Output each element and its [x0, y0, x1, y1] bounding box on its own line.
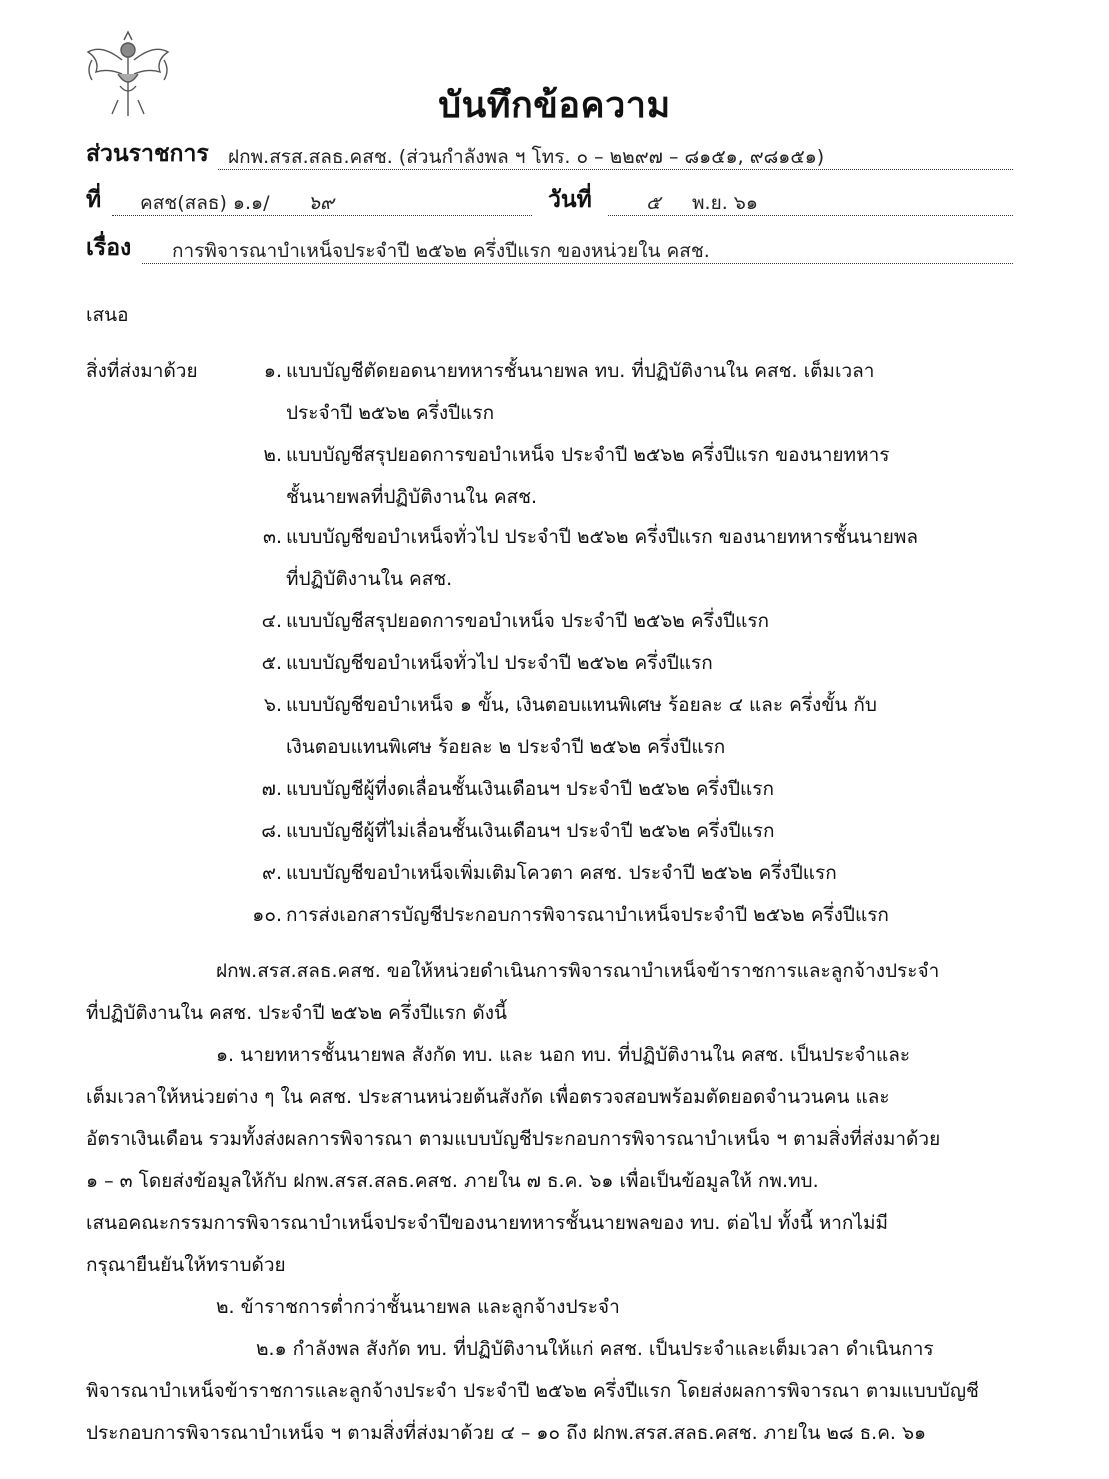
ref-handwritten-number: ๖๙ — [308, 192, 334, 214]
body-item1-line: อัตราเงินเดือน รวมทั้งส่งผลการพิจารณา ตามแบบบัญชีประกอบการพิจารณาบำเหน็จ ฯ ตามสิ่งที่ส่งมาด้วย — [86, 1128, 941, 1150]
body-item1-line: กรุณายืนยันให้ทราบด้วย — [86, 1254, 286, 1276]
date-value: พ.ย. ๖๑ — [692, 192, 758, 214]
attachment-text-cont: ที่ปฏิบัติงานใน คสช. — [286, 568, 453, 590]
subject-row — [86, 232, 1016, 270]
salutation: เสนอ — [86, 304, 129, 326]
attachment-text-cont: ประจำปี ๒๕๖๒ ครึ่งปีแรก — [286, 402, 495, 424]
attachment-number: ๒. — [263, 444, 282, 466]
attachment-text-cont: ชั้นนายพลที่ปฏิบัติงานใน คสช. — [286, 486, 538, 508]
attachment-number: ๑. — [263, 360, 282, 382]
attachment-text: แบบบัญชีขอบำเหน็จทั่วไป ประจำปี ๒๕๖๒ ครึ่งปีแรก — [286, 652, 713, 674]
subject-value: การพิจารณาบำเหน็จประจำปี ๒๕๖๒ ครึ่งปีแรก ของหน่วยใน คสช. — [172, 240, 710, 262]
unit-value: ฝกพ.สรส.สลธ.คสช. (ส่วนกำลังพล ฯ โทร. ๐ – ๒๒๙๗ – ๘๑๕๑, ๙๘๑๕๑) — [228, 146, 825, 168]
attachment-text: แบบบัญชีสรุปยอดการขอบำเหน็จ ประจำปี ๒๕๖๒ ครึ่งปีแรก ของนายทหาร — [286, 444, 890, 466]
attachment-number: ๑๐. — [252, 904, 282, 926]
ref-label: ที่ — [86, 187, 102, 213]
date-label: วันที่ — [548, 187, 592, 213]
attachment-number: ๕. — [261, 652, 282, 674]
attachment-text: แบบบัญชีตัดยอดนายทหารชั้นนายพล ทบ. ที่ปฏิบัติงานใน คสช. เต็มเวลา — [286, 360, 875, 382]
attachment-text: แบบบัญชีขอบำเหน็จทั่วไป ประจำปี ๒๕๖๒ ครึ่งปีแรก ของนายทหารชั้นนายพล — [286, 526, 919, 548]
body-item2-heading: ๒. ข้าราชการต่ำกว่าชั้นนายพล และลูกจ้างประจำ — [216, 1296, 620, 1318]
memo-title: บันทึกข้อความ — [438, 85, 671, 126]
body-item1-line: เสนอคณะกรรมการพิจารณาบำเหน็จประจำปีของนายทหารชั้นนายพลของ ทบ. ต่อไป ทั้งนี้ หากไม่มี — [86, 1212, 889, 1234]
unit-row — [86, 138, 1016, 176]
body-item1-line: เต็มเวลาให้หน่วยต่าง ๆ ใน คสช. ประสานหน่วยต้นสังกัด เพื่อตรวจสอบพร้อมตัดยอดจำนวนคน และ — [86, 1086, 890, 1108]
attachment-text-cont: เงินตอบแทนพิเศษ ร้อยละ ๒ ประจำปี ๒๕๖๒ ครึ่งปีแรก — [286, 736, 726, 758]
date-handwritten-day: ๕ — [646, 192, 661, 214]
attachment-text: แบบบัญชีขอบำเหน็จเพิ่มเติมโควตา คสช. ประจำปี ๒๕๖๒ ครึ่งปีแรก — [286, 862, 837, 884]
body-item21-line: ๒.๑ กำลังพล สังกัด ทบ. ที่ปฏิบัติงานให้แก่ คสช. เป็นประจำและเต็มเวลา ดำเนินการ — [256, 1338, 934, 1360]
attachments-label: สิ่งที่ส่งมาด้วย — [86, 360, 198, 382]
attachment-number: ๙. — [262, 862, 282, 884]
unit-label: ส่วนราชการ — [86, 141, 209, 167]
attachment-number: ๔. — [261, 610, 282, 632]
date-dotted-line — [608, 215, 1013, 216]
attachment-text: แบบบัญชีสรุปยอดการขอบำเหน็จ ประจำปี ๒๕๖๒ ครึ่งปีแรก — [286, 610, 770, 632]
attachment-text: แบบบัญชีขอบำเหน็จ ๑ ขั้น, เงินตอบแทนพิเศษ ร้อยละ ๔ และ ครึ่งขั้น กับ — [286, 694, 877, 716]
attachment-number: ๓. — [262, 526, 282, 548]
body-item1-line: ๑ – ๓ โดยส่งข้อมูลให้กับ ฝกพ.สรส.สลธ.คสช. ภายใน ๗ ธ.ค. ๖๑ เพื่อเป็นข้อมูลให้ กพ.ทบ. — [86, 1170, 819, 1192]
body-intro-line: ฝกพ.สรส.สลธ.คสช. ขอให้หน่วยดำเนินการพิจารณาบำเหน็จข้าราชการและลูกจ้างประจำ — [216, 960, 940, 982]
attachment-number: ๗. — [261, 778, 282, 800]
attachment-text: แบบบัญชีผู้ที่ไม่เลื่อนชั้นเงินเดือนฯ ประจำปี ๒๕๖๒ ครึ่งปีแรก — [286, 820, 775, 842]
ref-value: คสช(สลธ) ๑.๑/ — [140, 192, 270, 214]
subject-label: เรื่อง — [86, 235, 132, 261]
body-intro-line: ที่ปฏิบัติงานใน คสช. ประจำปี ๒๕๖๒ ครึ่งปีแรก ดังนี้ — [86, 1002, 508, 1024]
attachment-number: ๘. — [261, 820, 282, 842]
body-item21-line: พิจารณาบำเหน็จข้าราชการและลูกจ้างประจำ ประจำปี ๒๕๖๒ ครึ่งปีแรก โดยส่งผลการพิจารณา ตามแบบบัญชี — [86, 1380, 979, 1402]
attachment-text: แบบบัญชีผู้ที่งดเลื่อนชั้นเงินเดือนฯ ประจำปี ๒๕๖๒ ครึ่งปีแรก — [286, 778, 775, 800]
body-item21-line: ประกอบการพิจารณาบำเหน็จ ฯ ตามสิ่งที่ส่งมาด้วย ๔ – ๑๐ ถึง ฝกพ.สรส.สลธ.คสช. ภายใน ๒๘ ธ.ค. ๖๑ — [86, 1422, 927, 1444]
ref-row — [86, 184, 1016, 222]
attachment-text: การส่งเอกสารบัญชีประกอบการพิจารณาบำเหน็จประจำปี ๒๕๖๒ ครึ่งปีแรก — [286, 904, 889, 926]
body-item1-line: ๑. นายทหารชั้นนายพล สังกัด ทบ. และ นอก ทบ. ที่ปฏิบัติงานใน คสช. เป็นประจำและ — [216, 1044, 911, 1066]
attachment-number: ๖. — [263, 694, 282, 716]
